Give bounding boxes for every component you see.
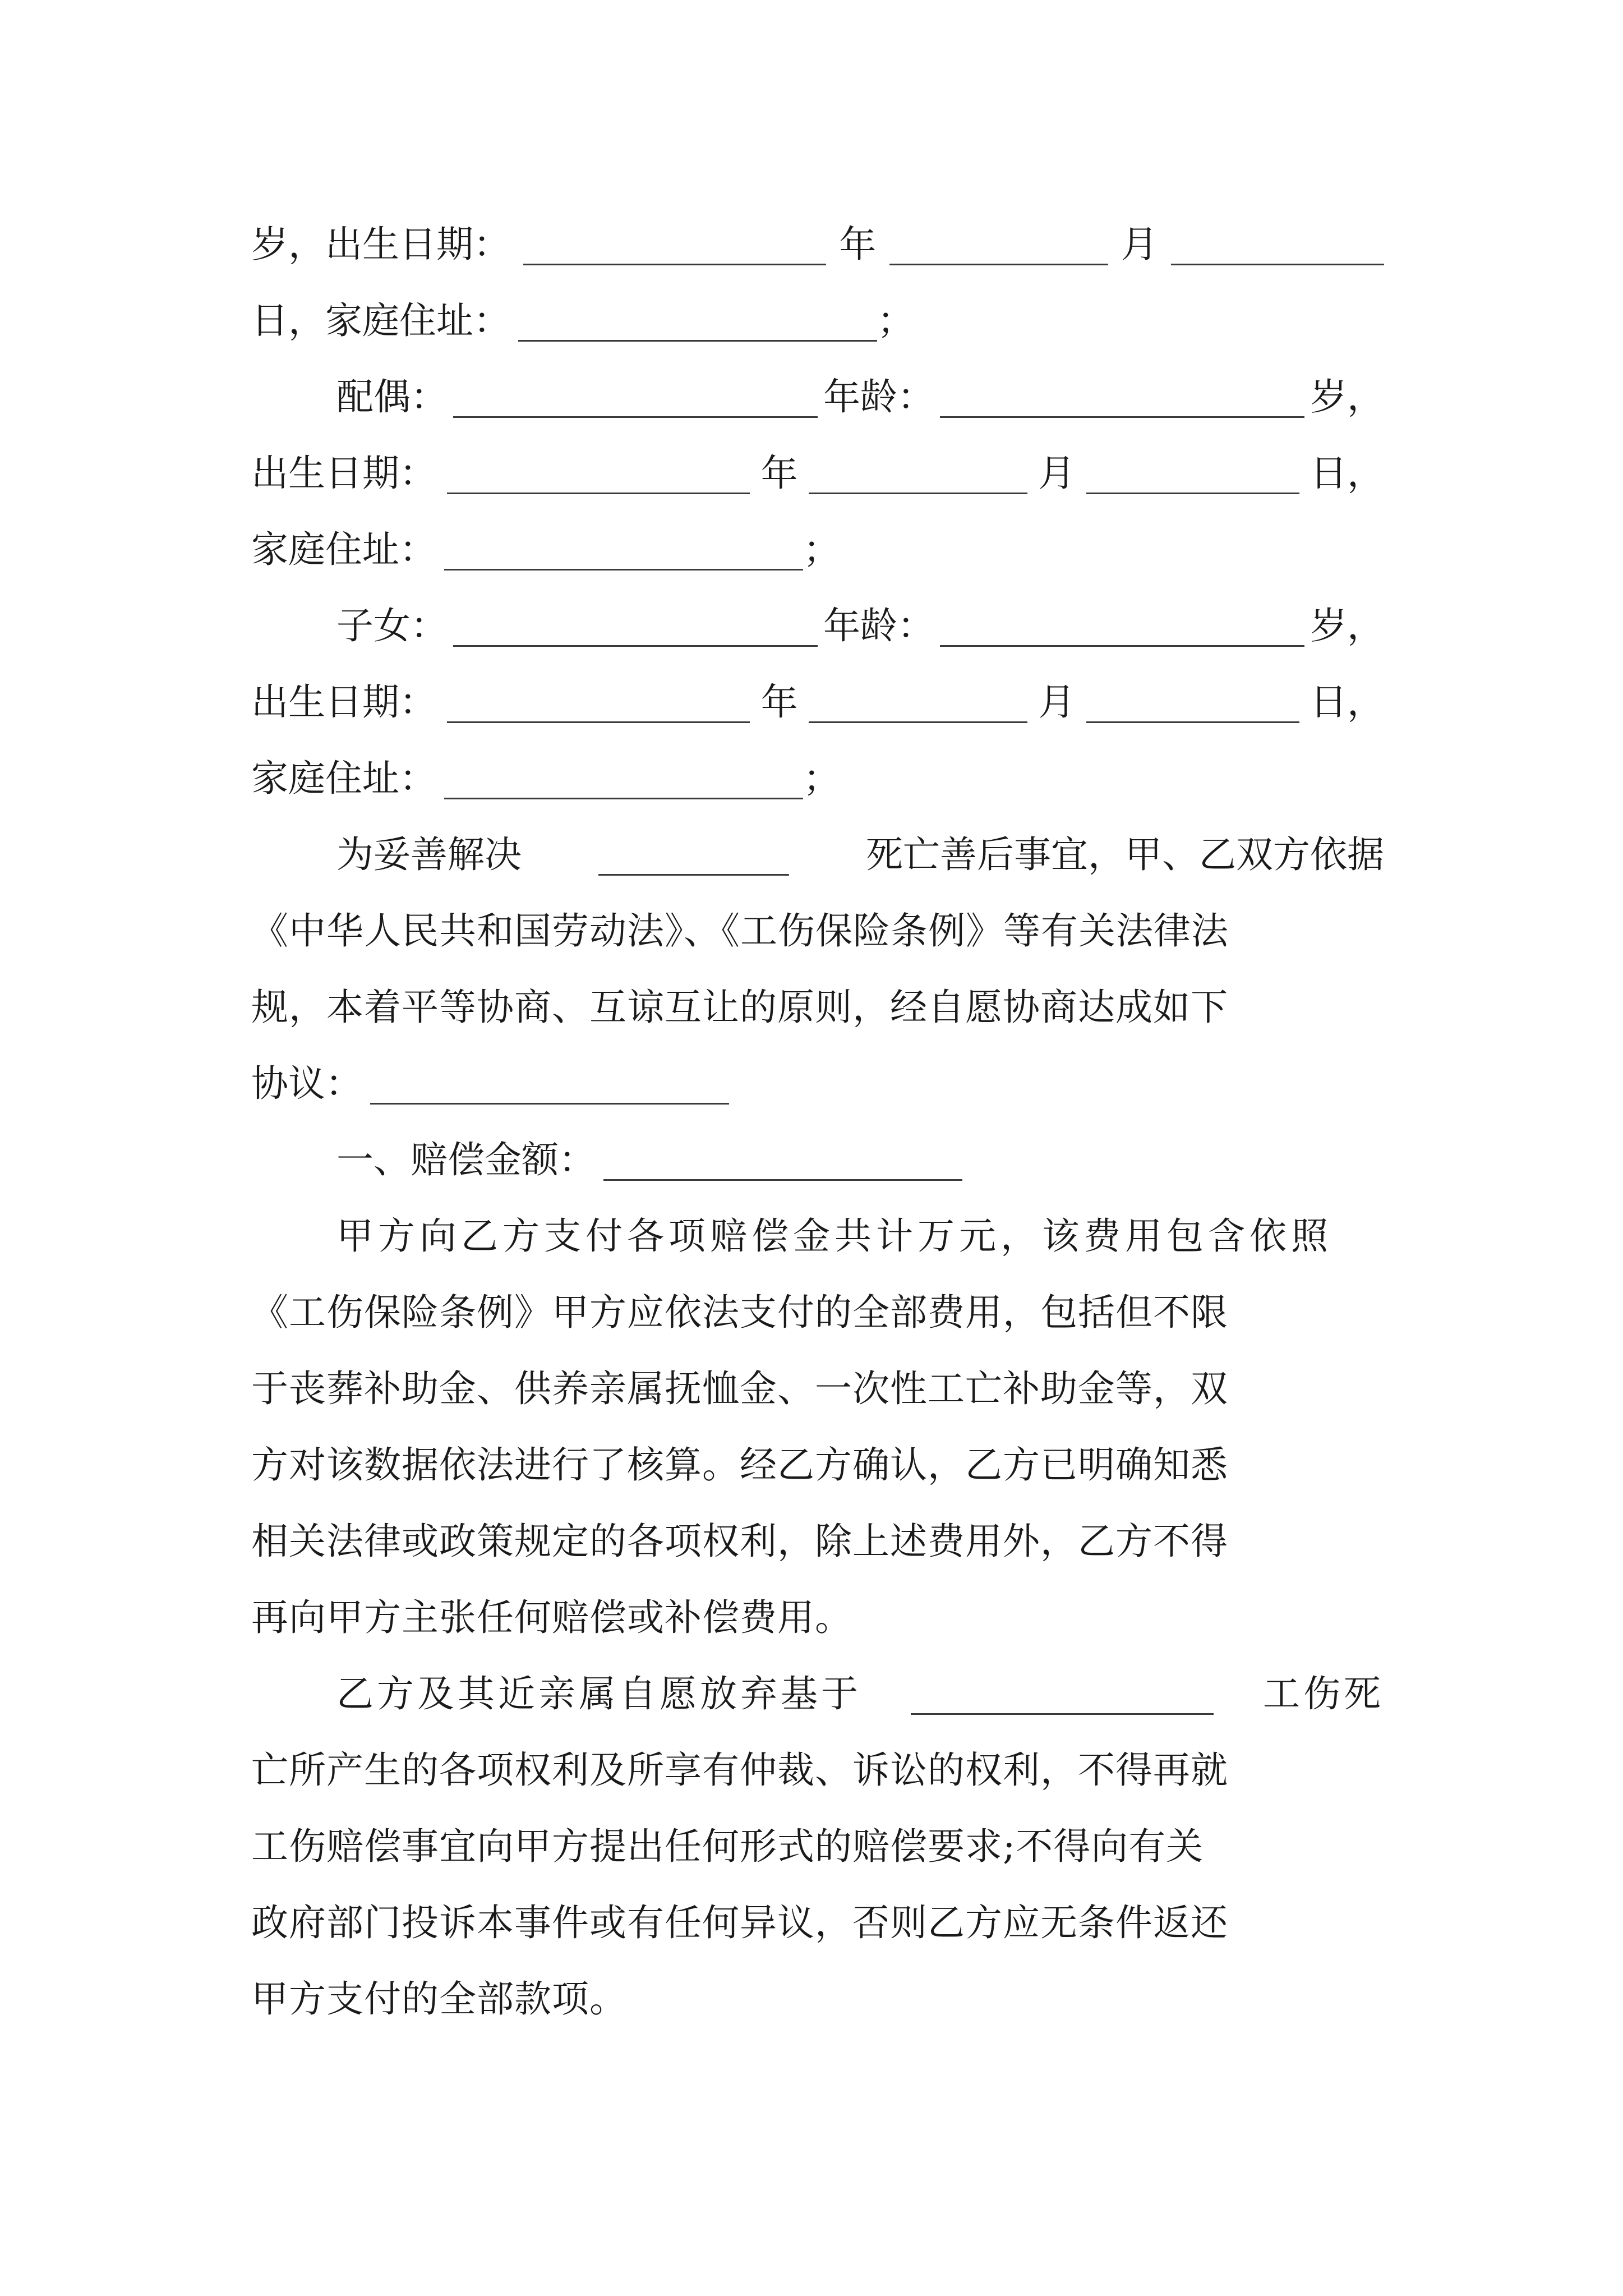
- address-blank[interactable]: [518, 306, 877, 342]
- text-line: [251, 669, 1384, 736]
- address-label: 家庭住址：: [251, 757, 436, 800]
- spouse-name-blank[interactable]: [453, 383, 818, 418]
- birth-month-blank[interactable]: [889, 230, 1108, 265]
- birth-year-blank[interactable]: [523, 230, 826, 265]
- text-line: 于丧葬补助金、供养亲属抚恤金、一次性工亡补助金等，双: [251, 1367, 1228, 1410]
- paragraph-text: 工伤死: [1263, 1672, 1384, 1715]
- semicolon: ；: [803, 528, 840, 571]
- text-line: [251, 745, 1384, 812]
- agreement-blank[interactable]: [370, 1069, 729, 1105]
- year-label: 年: [839, 223, 877, 266]
- text-line: 政府部门投诉本事件或有任何异议，否则乙方应无条件返还: [251, 1901, 1228, 1944]
- semicolon: ；: [877, 299, 914, 342]
- text-line: [336, 821, 1384, 889]
- text-line: [251, 516, 1384, 583]
- birth-day-blank[interactable]: [1171, 230, 1384, 265]
- birth-date-label: 出生日期：: [251, 680, 436, 724]
- paragraph-start: 乙方及其近亲属自愿放弃基于: [336, 1672, 861, 1715]
- year-label: 年: [760, 452, 798, 495]
- spouse-birth-year-blank[interactable]: [447, 459, 750, 494]
- agreement-label: 协议：: [251, 1062, 362, 1105]
- age-unit: 岁，: [1310, 375, 1384, 418]
- children-birth-year-blank[interactable]: [447, 688, 750, 723]
- children-label: 子女：: [336, 604, 448, 647]
- month-label: 月: [1121, 223, 1158, 266]
- children-age-blank[interactable]: [940, 611, 1304, 647]
- text-line: 甲方支付的全部款项。: [251, 1977, 627, 2021]
- text-line: [336, 592, 1384, 660]
- year-label: 年: [760, 680, 798, 724]
- children-name-blank[interactable]: [453, 611, 818, 647]
- text-line: 工伤赔偿事宜向甲方提出任何形式的赔偿要求;不得向有关: [251, 1825, 1204, 1868]
- text-line: [336, 364, 1384, 431]
- paragraph-text: 死亡善后事宜，甲、乙双方依据: [866, 833, 1384, 876]
- semicolon: ；: [803, 757, 840, 800]
- injury-blank[interactable]: [911, 1680, 1214, 1715]
- text-line: 《中华人民共和国劳动法》、《工伤保险条例》等有关法律法: [251, 909, 1229, 953]
- text-line: [251, 211, 1384, 278]
- spouse-birth-month-blank[interactable]: [809, 459, 1027, 494]
- text-line: [336, 1660, 1384, 1728]
- spouse-age-blank[interactable]: [940, 383, 1304, 418]
- day-label: 日，: [1310, 680, 1384, 724]
- month-label: 月: [1038, 452, 1076, 495]
- text-line: 规，本着平等协商、互谅互让的原则，经自愿协商达成如下: [251, 986, 1228, 1029]
- spouse-label: 配偶：: [336, 375, 448, 418]
- age-label: 年龄：: [823, 375, 934, 418]
- text-line: 甲方向乙方支付各项赔偿金共计万元，该费用包含依照: [336, 1214, 1332, 1258]
- compensation-amount-label: 一、赔偿金额：: [336, 1138, 596, 1181]
- text-line: 方对该数据依法进行了核算。经乙方确认，乙方已明确知悉: [251, 1443, 1228, 1487]
- day-label: 日，: [1310, 452, 1384, 495]
- birth-date-label: 岁，出生日期：: [251, 223, 510, 266]
- spouse-address-blank[interactable]: [444, 535, 803, 570]
- paragraph-start: 为妥善解决: [336, 833, 522, 876]
- text-line: 相关法律或政策规定的各项权利，除上述费用外，乙方不得: [251, 1520, 1228, 1563]
- children-address-blank[interactable]: [444, 764, 803, 799]
- text-line: [251, 287, 1384, 355]
- birth-date-label: 出生日期：: [251, 452, 436, 495]
- age-label: 年龄：: [823, 604, 934, 647]
- text-line: [251, 440, 1384, 507]
- compensation-amount-blank[interactable]: [603, 1145, 962, 1181]
- text-line: 再向甲方主张任何赔偿或补偿费用。: [251, 1596, 852, 1639]
- deceased-name-blank[interactable]: [598, 840, 789, 876]
- spouse-birth-day-blank[interactable]: [1086, 459, 1299, 494]
- text-line: 《工伤保险条例》甲方应依法支付的全部费用，包括但不限: [251, 1291, 1228, 1334]
- month-label: 月: [1038, 680, 1076, 724]
- children-birth-day-blank[interactable]: [1086, 688, 1299, 723]
- address-label: 家庭住址：: [251, 528, 436, 571]
- age-unit: 岁，: [1310, 604, 1384, 647]
- children-birth-month-blank[interactable]: [809, 688, 1027, 723]
- text-line: 亡所产生的各项权利及所享有仲裁、诉讼的权利，不得再就: [251, 1749, 1228, 1792]
- address-label: 日，家庭住址：: [251, 299, 510, 342]
- text-line: [251, 1050, 1384, 1117]
- section-heading: [336, 1126, 1384, 1194]
